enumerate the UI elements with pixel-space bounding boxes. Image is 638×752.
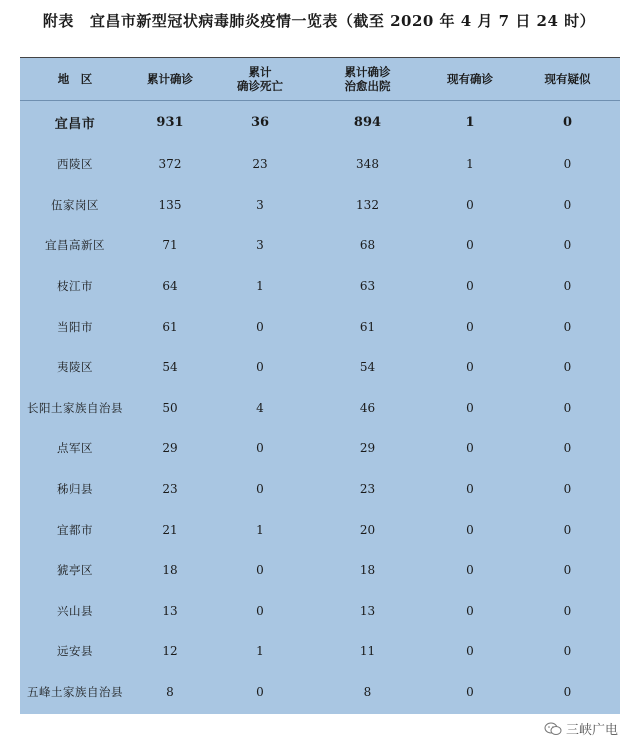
cell-total-confirmed: 61 [162, 319, 178, 334]
cell-current-suspected: 0 [563, 522, 572, 537]
header-line: 确诊死亡 [237, 78, 283, 93]
cell-current-suspected: 0 [563, 563, 572, 578]
cell-region: 兴山县 [57, 603, 93, 618]
page-title [0, 10, 638, 31]
cell-total-deaths: 36 [250, 114, 270, 130]
table-row [20, 509, 620, 550]
cell-region: 宜昌市 [54, 116, 96, 132]
cell-current-confirmed: 0 [466, 238, 474, 253]
cell-total-recovered: 18 [359, 563, 376, 578]
cell-total-confirmed: 29 [162, 441, 178, 456]
header-line: 现有确诊 [447, 71, 493, 86]
cell-current-suspected: 0 [563, 482, 572, 497]
cell-region: 长阳土家族自治县 [27, 400, 123, 415]
cell-region: 猇亭区 [57, 563, 93, 578]
epidemic-table-container [20, 58, 620, 714]
cell-region: 枝江市 [57, 279, 93, 294]
cell-total-deaths: 0 [256, 360, 264, 375]
cell-current-suspected: 0 [563, 644, 572, 659]
header-total-recovered [310, 58, 425, 100]
table-row [20, 185, 620, 226]
cell-region: 五峰土家族自治县 [27, 685, 123, 700]
cell-region: 伍家岗区 [51, 197, 99, 212]
cell-region: 当阳市 [57, 319, 93, 334]
header-current-confirmed [425, 58, 515, 100]
cell-current-confirmed: 0 [466, 197, 474, 212]
table-row [20, 388, 620, 429]
title-prefix: 附表 [42, 12, 74, 30]
cell-total-confirmed: 18 [162, 563, 178, 578]
cell-total-deaths: 1 [256, 522, 264, 537]
cell-total-recovered: 8 [363, 685, 372, 700]
cell-current-confirmed: 0 [466, 360, 474, 375]
header-region [20, 58, 130, 100]
header-total-deaths [210, 58, 310, 100]
cell-total-deaths: 1 [256, 644, 264, 659]
header-line: 地 区 [57, 71, 93, 86]
cell-region: 夷陵区 [57, 360, 93, 375]
cell-current-confirmed: 1 [465, 114, 475, 130]
cell-current-confirmed: 0 [466, 319, 474, 334]
cell-total-recovered: 29 [359, 441, 376, 456]
table-header [20, 58, 620, 100]
cell-total-recovered: 20 [359, 522, 376, 537]
cell-total-recovered: 11 [359, 644, 376, 659]
cell-current-confirmed: 0 [466, 441, 474, 456]
header-line: 治愈出院 [344, 78, 391, 93]
cell-total-recovered: 23 [359, 482, 376, 497]
cell-total-confirmed: 372 [158, 157, 182, 172]
header-total-confirmed [130, 58, 210, 100]
cell-current-suspected: 0 [563, 279, 572, 294]
table-row [20, 591, 620, 632]
cell-current-confirmed: 1 [466, 157, 474, 172]
cell-current-suspected: 0 [562, 114, 573, 130]
cell-total-recovered: 63 [359, 279, 376, 294]
wechat-icon [544, 722, 562, 736]
cell-total-confirmed: 71 [162, 238, 178, 253]
cell-current-suspected: 0 [563, 603, 572, 618]
cell-current-confirmed: 0 [466, 563, 474, 578]
cell-current-confirmed: 0 [466, 482, 474, 497]
cell-current-confirmed: 0 [466, 522, 474, 537]
table-row [20, 428, 620, 469]
cell-total-confirmed: 64 [162, 279, 178, 294]
cell-total-deaths: 4 [256, 400, 264, 415]
cell-total-recovered: 54 [359, 360, 376, 375]
watermark-text: 三峡广电 [565, 723, 618, 738]
cell-total-recovered: 132 [356, 197, 379, 212]
table-body [20, 100, 620, 712]
cell-total-recovered: 46 [359, 400, 376, 415]
table-row [20, 225, 620, 266]
cell-current-suspected: 0 [563, 360, 572, 375]
cell-region: 点军区 [57, 441, 93, 456]
cell-total-deaths: 0 [256, 441, 264, 456]
cell-total-recovered: 348 [356, 157, 379, 172]
cell-current-confirmed: 0 [466, 603, 474, 618]
cell-current-confirmed: 0 [466, 279, 474, 294]
cell-current-suspected: 0 [563, 157, 572, 172]
cell-region: 西陵区 [57, 157, 93, 172]
table-row [20, 631, 620, 672]
title-main: 宜昌市新型冠状病毒肺炎疫情一览表（截至 2020 年 4 月 7 日 24 时） [89, 12, 596, 30]
cell-total-confirmed: 12 [162, 644, 178, 659]
cell-current-suspected: 0 [563, 238, 572, 253]
cell-current-suspected: 0 [563, 685, 572, 700]
cell-total-deaths: 23 [252, 157, 268, 172]
table-row [20, 144, 620, 185]
header-current-suspected [515, 58, 620, 100]
header-row [20, 58, 620, 100]
cell-current-confirmed: 0 [466, 400, 474, 415]
header-line: 累计确诊 [147, 71, 193, 86]
cell-total-deaths: 3 [256, 197, 264, 212]
cell-total-confirmed: 931 [156, 114, 184, 130]
table-row [20, 306, 620, 347]
cell-total-recovered: 13 [359, 603, 376, 618]
cell-total-confirmed: 54 [162, 360, 178, 375]
header-line: 累计 [248, 64, 272, 79]
cell-total-confirmed: 135 [158, 197, 182, 212]
table-row-total [20, 100, 620, 144]
cell-total-deaths: 0 [256, 685, 264, 700]
cell-total-deaths: 3 [256, 238, 264, 253]
cell-total-recovered: 68 [359, 238, 376, 253]
table-row [20, 550, 620, 591]
table-row [20, 347, 620, 388]
cell-current-confirmed: 0 [466, 685, 474, 700]
table-row [20, 469, 620, 510]
cell-total-confirmed: 21 [162, 522, 178, 537]
table-row [20, 672, 620, 713]
cell-current-suspected: 0 [563, 319, 572, 334]
cell-current-suspected: 0 [563, 441, 572, 456]
cell-total-recovered: 61 [359, 319, 376, 334]
cell-total-deaths: 0 [256, 319, 264, 334]
cell-current-suspected: 0 [563, 400, 572, 415]
epidemic-table [20, 58, 620, 712]
cell-total-confirmed: 50 [162, 400, 178, 415]
cell-total-recovered: 894 [353, 114, 382, 130]
cell-current-confirmed: 0 [466, 644, 474, 659]
cell-total-deaths: 1 [256, 279, 264, 294]
cell-total-deaths: 0 [256, 482, 264, 497]
header-line: 累计确诊 [344, 64, 391, 79]
cell-region: 远安县 [57, 644, 93, 659]
table-row [20, 266, 620, 307]
cell-region: 秭归县 [57, 482, 93, 497]
cell-total-confirmed: 23 [162, 482, 178, 497]
cell-total-confirmed: 13 [162, 603, 178, 618]
cell-region: 宜昌高新区 [45, 238, 105, 253]
header-line: 现有疑似 [544, 71, 591, 86]
cell-total-confirmed: 8 [166, 685, 174, 700]
cell-total-deaths: 0 [256, 563, 264, 578]
cell-total-deaths: 0 [256, 603, 264, 618]
cell-current-suspected: 0 [563, 197, 572, 212]
watermark [544, 719, 618, 738]
cell-region: 宜都市 [57, 522, 93, 537]
